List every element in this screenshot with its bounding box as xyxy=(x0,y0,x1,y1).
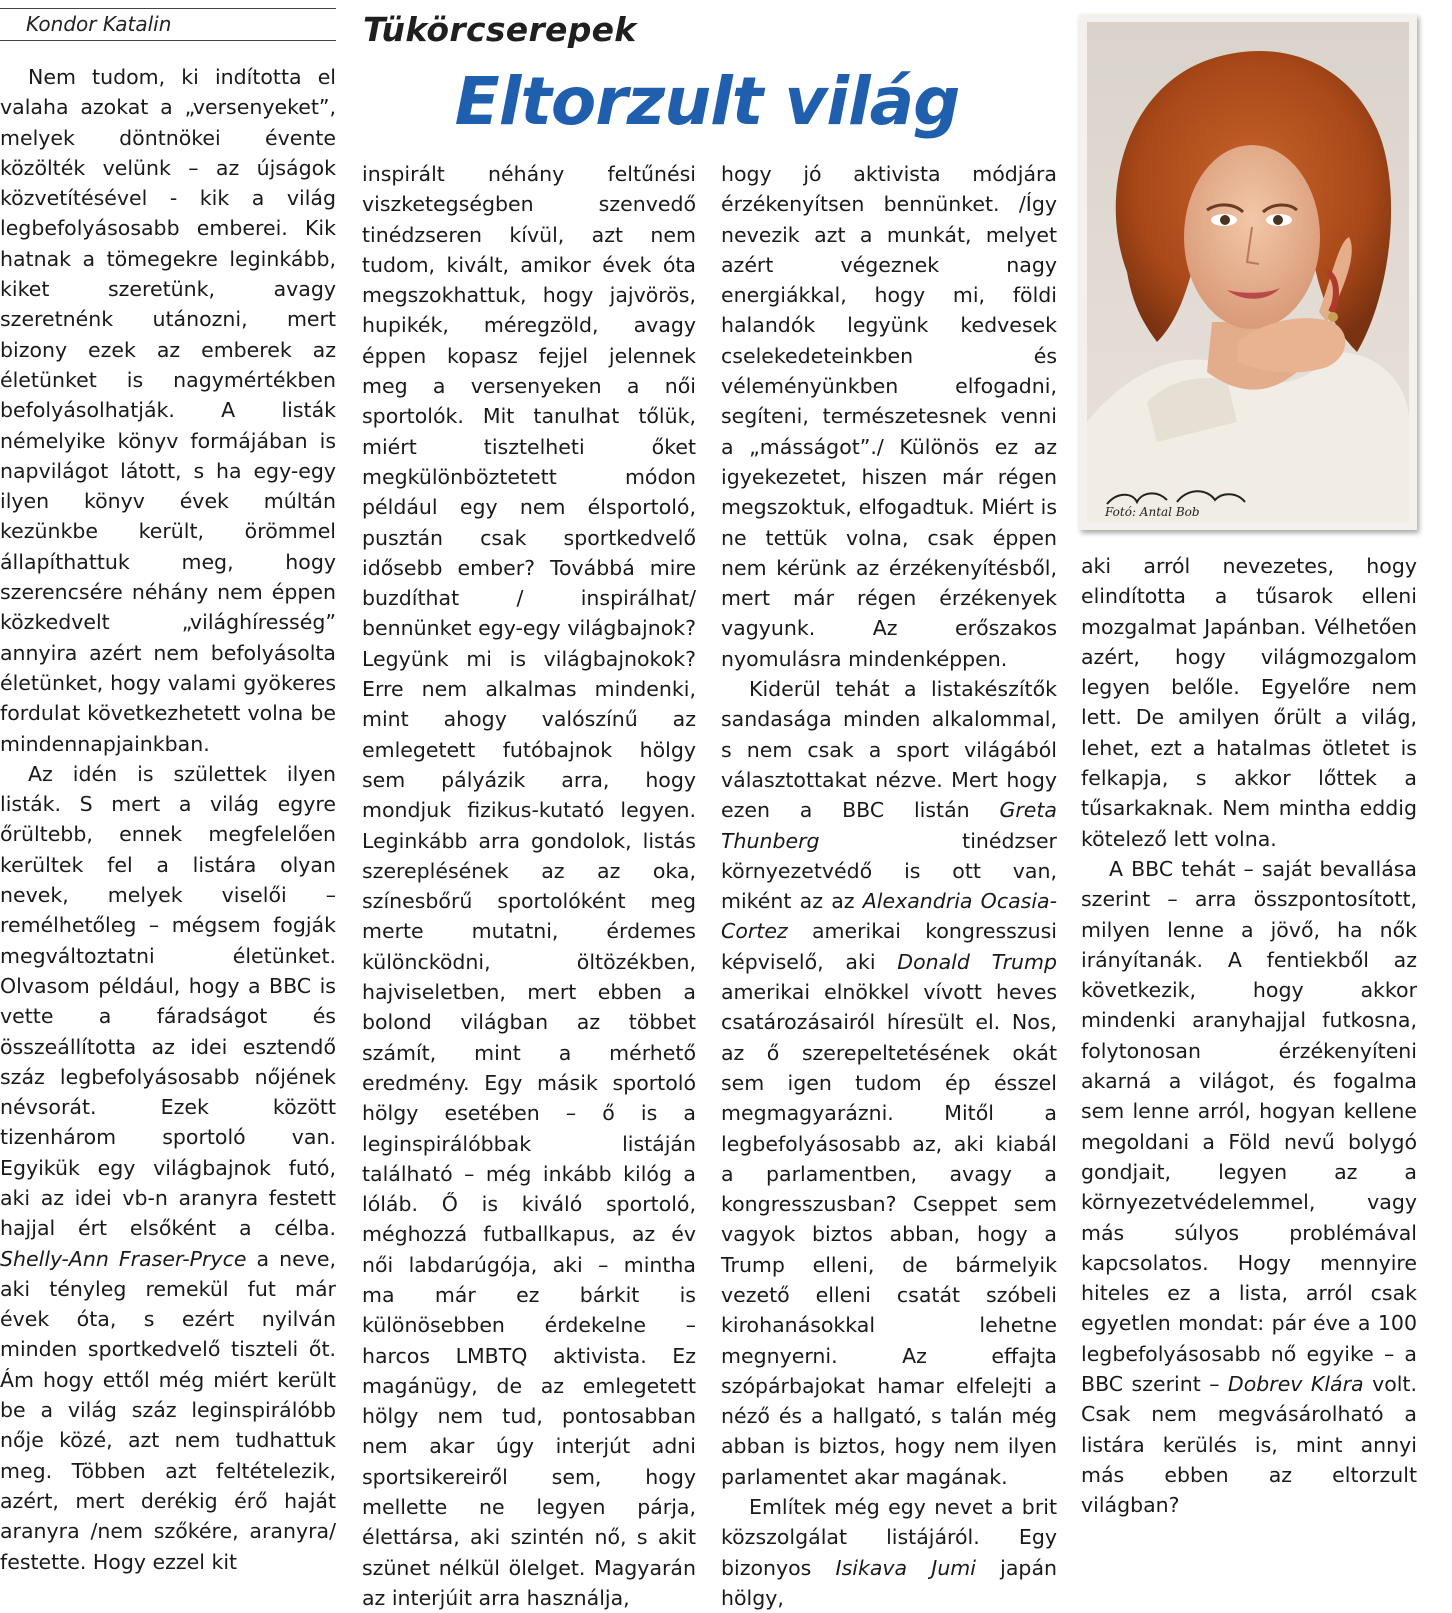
col4-paragraph-2 xyxy=(1081,854,1417,1521)
photo-credit: Fotó: Antal Bob xyxy=(1105,505,1200,519)
col3-name-isikava: Isikava Jumi xyxy=(835,1555,976,1580)
col3-p2-text-d: amerikai elnökkel vívott heves csatározásairól híresült el. Nos, az ő szerepeltetésének okát sem igen tudom ép ésszel megmagyarázni. Mitől a legbefolyásosabb az, aki kiabál a parlamentben, avagy a kongresszusban? Cseppet sem vagyok biztos abban, hogy a Trump elleni, de bármelyik vezető elleni csatát szóbeli kirohanásokkal lehetne megnyerni. Az effajta szópárbajokat hamar elfelejti a néző és a hallgató, s talán még abban is biztos, hogy nem ilyen parlamentet akar magának. xyxy=(721,980,1057,1489)
column-3 xyxy=(721,159,1057,1610)
col3-name-greta: Greta Thunberg xyxy=(721,798,1057,853)
col3-name-aoc: Alexandria Ocasia-Cortez xyxy=(721,889,1057,944)
author-name: Kondor Katalin xyxy=(26,12,172,36)
portrait-image xyxy=(1087,22,1409,522)
col4-p2-text-a: A BBC tehát – saját bevallása szerint – arra összpontosított, milyen lenne a jövő, ha nők irányítanák. A fentiekből az következik, hogy akkor mindenki aranyhajjal futkosna, folytonosan érzékenyíteni akarná a világot, és fogalma sem lenne arról, hogyan kellene megoldani a Föld nevű bolygó gondjait, legyen az a környezetvédelemmel, vagy más súlyos problémával kapcsolatos. Hogy mennyire hiteles ez a lista, arról csak egyetlen mondat: pár éve a 100 legbefolyásosabb nő egyike – a BBC szerint – xyxy=(1081,856,1417,1397)
column-2 xyxy=(362,159,696,1610)
rubric-title: Tükörcserepek xyxy=(363,10,637,49)
col3-paragraph-3 xyxy=(721,1492,1057,1613)
col1-p2-name: Shelly-Ann Fraser-Pryce xyxy=(0,1246,247,1271)
col2-paragraph-1: inspirált néhány feltűnési viszketegségben szenvedő tinédzseren kívül, azt nem tudom, kivált, amikor évek óta megszokhattuk, hogy jajvörös, hupikék, méregzöld, avagy éppen kopasz fejjel jelennek meg a versenyeken a női sportolók. Mit tanulhat tőlük, miért tisztelheti őket megkülönböztetett módon például egy nem élsportoló, pusztán csak sportkedvelő idősebb ember? Továbbá mire buzdíthat / inspirálhat/ bennünket egy-egy világbajnok? Legyünk mi is világbajnokok? Erre nem alkalmas mindenki, mint ahogy valószínű az emlegetett futóbajnok hölgy sem pályázik arra, hogy mondjuk fizikus-kutató legyen. Leginkább arra gondolok, listás szereplésének az az oka, színesbőrű sportolóként meg merte mutatni, érdemes különcködni, öltözékben, hajviseletben, mert ebben a bolond világban az többet számít, mint a mérhető eredmény. Egy másik sportoló hölgy esetében – ő is a leginspirálóbbak listáján található – még inkább kilóg a lóláb. Ő is kiváló sportoló, méghozzá futballkapus, az év női labdarúgója, aki – mintha ma már ez bárkit is különösebben érdekelne – harcos LMBTQ aktivista. Ez magánügy, de az emlegetett hölgy nem tud, pontosabban nem akar úgy interjút adni sportsikereiről sem, hogy mellette ne legyen párja, élettársa, aki szintén nő, s akit szünet nélkül ölelget. Magyarán az interjúit arra használja, xyxy=(362,162,696,1610)
col3-p2-text-b: tinédzser környezetvédő is ott van, miként az az xyxy=(721,828,1057,914)
col4-p2-text-b: volt. Csak nem megvásárolható a listára kerülés is, mint annyi más ebben az eltorzult világban? xyxy=(1081,1372,1417,1518)
col4-name-dobrev: Dobrev Klára xyxy=(1227,1372,1364,1397)
col1-p2-text-b: a neve, aki tényleg remekül fut már évek óta, s ezért nyilván minden sportkedvelő tiszteli őt. Ám hogy ettől még miért került be a világ száz leginspirálóbb nője közé, azt nem tudhattuk meg. Többen azt feltételezik, azért, mert derékig érő haját aranyra /nem szőkére, aranyra/ festette. Hogy ezzel kit xyxy=(0,1246,336,1574)
column-4 xyxy=(1081,551,1417,1518)
column-1 xyxy=(0,62,336,1574)
headline: Eltorzult világ xyxy=(454,63,960,140)
byline-box xyxy=(0,8,336,41)
portrait-photo xyxy=(1079,14,1417,530)
col3-paragraph-1: hogy jó aktivista módjára érzékenyítsen bennünket. /Így nevezik azt a munkát, melyet azért végeznek nagy energiákkal, hogy mi, földi halandók legyünk kedvesek cselekedeteinkben és véleményünkben elfogadni, segíteni, természetesnek venni a „másságot”./ Különös ez az igyekezetet, hiszen már régen megszoktuk, elfogadtuk. Miért is ne tettük volna, csak éppen nem kérünk az érzékenyítésből, mert már régen érzékenyek vagyunk. Az erőszakos nyomulásra mindenképpen. xyxy=(721,162,1057,671)
col1-paragraph-2 xyxy=(0,759,336,1577)
col4-paragraph-1: aki arról nevezetes, hogy elindította a tűsarok elleni mozgalmat Japánban. Vélhetően azért, hogy világmozgalom legyen belőle. Egyelőre nem lett. De amilyen őrült a világ, lehet, ezt a hatalmas ötletet is felkapja, s akkor lőttek a tűsarkaknak. Nem mintha eddig kötelező lett volna. xyxy=(1081,554,1417,851)
col3-p2-text-a: Kiderül tehát a listakészítők sandasága minden alkalommal, s nem csak a sport világából választottakat nézve. Mert hogy ezen a BBC listán xyxy=(721,677,1057,823)
col3-paragraph-2 xyxy=(721,674,1057,1492)
col3-p3-text-b: japán hölgy, xyxy=(721,1555,1057,1610)
col3-p2-text-c: amerikai kongresszusi képviselő, aki xyxy=(721,919,1057,974)
col3-name-trump: Donald Trump xyxy=(897,949,1057,974)
col3-p3-text-a: Említek még egy nevet a brit közszolgálat listájáról. Egy bizonyos xyxy=(721,1495,1057,1580)
col1-paragraph-1: Nem tudom, ki indította el valaha azokat a „versenyeket”, melyek döntnökei évente közölték velünk – az újságok közvetítésével - kik a világ legbefolyásosabb emberei. Kik hatnak a tömegekre leginkább, kiket szeretünk, avagy szeretnénk utánozni, mert bizony ezek az emberek az életünket is nagymértékben befolyásolhatják. A listák némelyike könyv formájában is napvilágot látott, s ha egy-egy ilyen könyv évek múltán kezünkbe került, örömmel állapíthattuk meg, hogy szerencsére néhány nem éppen közkedvelt „világhírességˮ annyira azért nem befolyásolta életünket, hogy valami gyökeres fordulat következhetett volna be mindennapjainkban. xyxy=(0,65,336,756)
col1-p2-text-a: Az idén is születtek ilyen listák. S mert a világ egyre őrültebb, ennek megfelelően kerültek fel a listára olyan nevek, melyek viselői – remélhetőleg – mégsem fogják megváltoztatni életünket. Olvasom például, hogy a BBC is vette a fáradságot és összeállította az idei esztendő száz legbefolyásosabb nőjének névsorát. Ezek között tizenhárom sportoló van. Egyikük egy világbajnok futó, aki az idei vb-n aranyra festett hajjal ért elsőként a célba. xyxy=(0,761,336,1241)
